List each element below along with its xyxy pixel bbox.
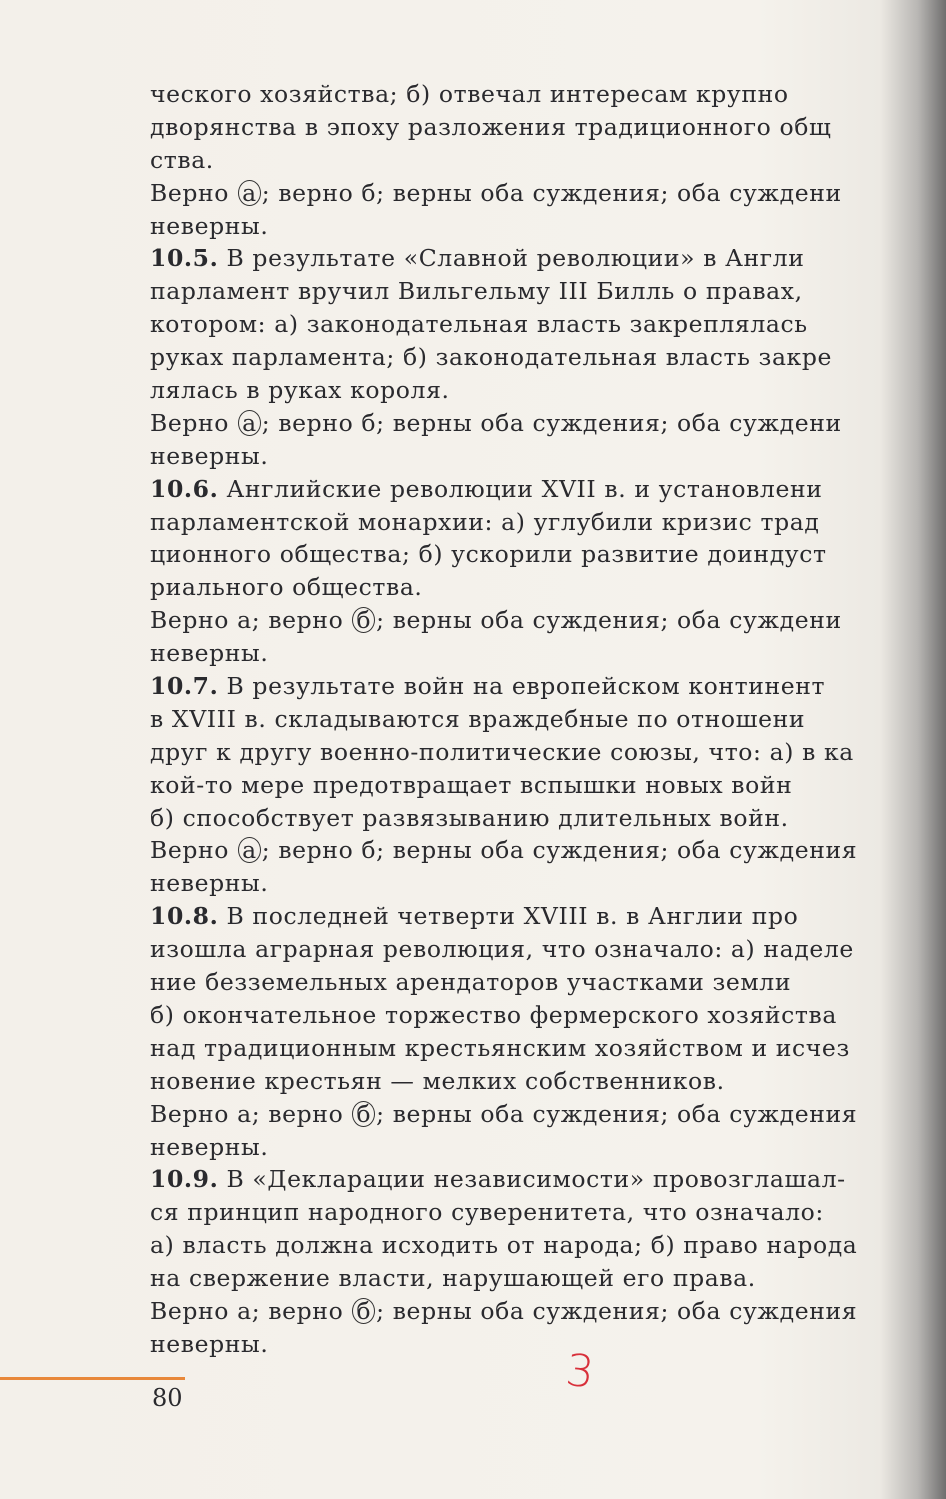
question-line: изошла аграрная революция, что означало: а) наделе: [150, 935, 854, 964]
answer-options-end: неверны.: [150, 1132, 269, 1161]
answer-text: ; верны оба суждения; оба суждени: [376, 408, 842, 437]
answer-text: Верно: [150, 606, 238, 635]
answer-text: ; верно: [261, 178, 362, 207]
answer-options-end: неверны.: [150, 639, 269, 668]
answer-text: ; верно: [261, 408, 362, 437]
circled-answer: а: [238, 180, 261, 206]
question-line: друг к другу военно-политические союзы, что: а) в ка: [150, 737, 854, 766]
answer-text: Верно: [150, 1296, 238, 1325]
question-line: 10.5. В результате «Славной революции» в Англи: [150, 244, 805, 273]
question-line: ние безземельных арендаторов участками земли: [150, 968, 792, 997]
answer-text: Верно: [150, 178, 238, 207]
answer-options: [150, 1295, 946, 1328]
question-block: [150, 900, 946, 1163]
answer-text: б: [361, 178, 377, 207]
question-line: 10.8. В последней четверти XVIII в. в Англии про: [150, 902, 799, 931]
circled-answer: б: [352, 1101, 375, 1127]
question-line: кой-то мере предотвращает вспышки новых войн: [150, 770, 793, 799]
answer-options: [150, 177, 946, 210]
question-number: 10.9.: [150, 1165, 219, 1194]
answer-options: [150, 1098, 946, 1131]
question-block: [150, 473, 946, 670]
question-line: риального общества.: [150, 573, 423, 602]
circled-answer: а: [238, 410, 261, 436]
question-number: 10.5.: [150, 244, 219, 273]
question-number: 10.6.: [150, 474, 219, 503]
answer-text: Верно: [150, 408, 238, 437]
answer-text: Верно: [150, 1099, 238, 1128]
answer-options: [150, 407, 946, 440]
question-line: котором: а) законодательная власть закреплялась: [150, 310, 808, 339]
question-line: лялась в руках короля.: [150, 376, 450, 405]
answer-options: [150, 834, 946, 867]
circled-answer: а: [238, 837, 261, 863]
answer-text: ; верны оба суждения; оба суждения: [376, 1099, 858, 1128]
answer-text: ; верны оба суждения; оба суждени: [376, 606, 842, 635]
question-line: в XVIII в. складываются враждебные по отношени: [150, 704, 806, 733]
answer-text: а: [237, 1296, 252, 1325]
answer-text: ; верны оба суждения; оба суждени: [376, 178, 842, 207]
question-line: парламентской монархии: а) углубили кризис трад: [150, 507, 820, 536]
circled-answer: б: [352, 1298, 375, 1324]
question-line: над традиционным крестьянским хозяйством и исчез: [150, 1033, 850, 1062]
answer-options-end: неверны.: [150, 211, 269, 240]
answer-options-end: неверны.: [150, 869, 269, 898]
question-line: руках парламента; б) законодательная власть закре: [150, 343, 832, 372]
answer-text: а: [237, 606, 252, 635]
question-block: [150, 1163, 946, 1360]
answer-options-end: неверны.: [150, 1329, 269, 1358]
answer-text: ; верно: [251, 1099, 352, 1128]
question-block: [150, 242, 946, 472]
answer-text: Верно: [150, 836, 238, 865]
question-line: 10.6. Английские революции XVII в. и установлени: [150, 474, 823, 503]
question-line: на свержение власти, нарушающей его права.: [150, 1264, 756, 1293]
answer-options: [150, 604, 946, 637]
question-block: [150, 78, 946, 242]
question-number: 10.8.: [150, 902, 219, 931]
answer-text: ; верны оба суждения; оба суждения: [376, 1296, 858, 1325]
question-block: [150, 670, 946, 900]
circled-answer: б: [352, 607, 375, 633]
answer-text: б: [361, 836, 377, 865]
question-line: ческого хозяйства; б) отвечал интересам крупно: [150, 80, 789, 108]
question-line: парламент вручил Вильгельму III Билль о правах,: [150, 277, 803, 306]
page-number: 80: [152, 1384, 183, 1412]
question-line: б) способствует развязыванию длительных войн.: [150, 803, 789, 832]
question-line: ства.: [150, 145, 214, 174]
question-line: 10.9. В «Декларации независимости» провозглашал-: [150, 1165, 846, 1194]
question-number: 10.7.: [150, 672, 219, 701]
question-line: ционного общества; б) ускорили развитие доиндуст: [150, 540, 827, 569]
footer-rule: [0, 1377, 185, 1380]
question-line: 10.7. В результате войн на европейском континент: [150, 672, 826, 701]
question-line: ся принцип народного суверенитета, что означало:: [150, 1198, 824, 1227]
page-text: [150, 78, 946, 1361]
answer-text: а: [237, 1099, 252, 1128]
answer-options-end: неверны.: [150, 441, 269, 470]
answer-text: ; верно: [251, 1296, 352, 1325]
handwritten-grade: 3: [563, 1344, 597, 1399]
answer-text: б: [361, 408, 377, 437]
answer-text: ; верно: [251, 606, 352, 635]
answer-text: ; верно: [261, 836, 362, 865]
question-line: дворянства в эпоху разложения традиционного общ: [150, 112, 832, 141]
question-line: а) власть должна исходить от народа; б) право народа: [150, 1231, 858, 1260]
question-line: новение крестьян — мелких собственников.: [150, 1066, 725, 1095]
question-line: б) окончательное торжество фермерского хозяйства: [150, 1000, 837, 1029]
answer-text: ; верны оба суждения; оба суждения: [376, 836, 858, 865]
